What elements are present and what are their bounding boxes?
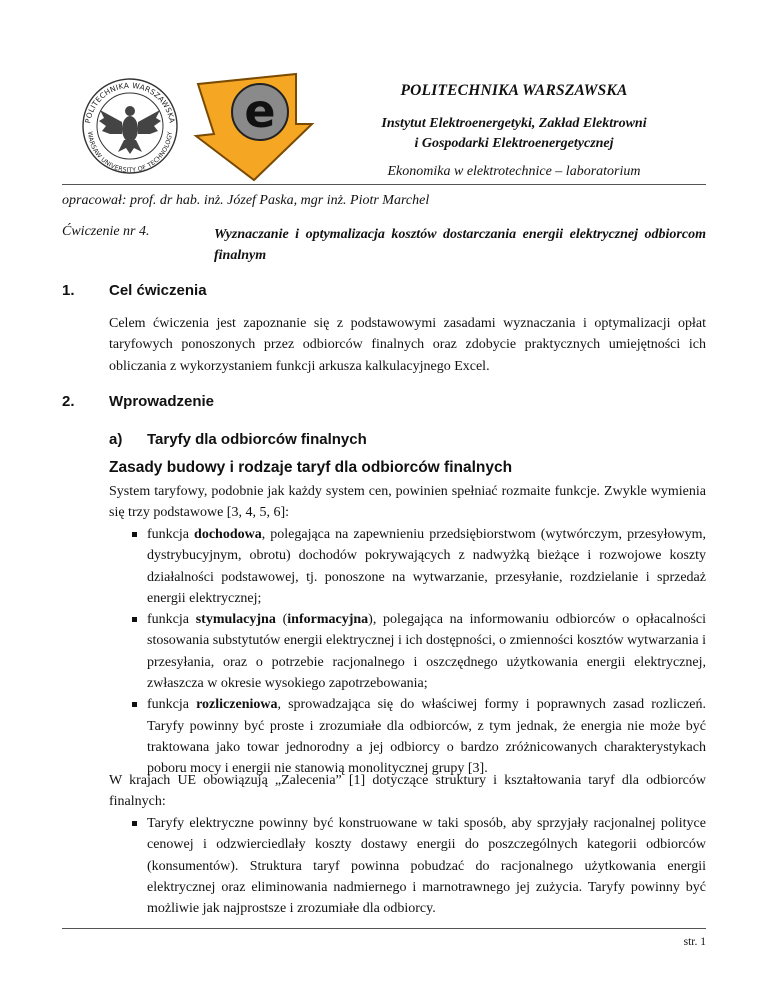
institute-name: Instytut Elektroenergetyki, Zakład Elektrowni i Gospodarki Elektroenergetycznej <box>381 116 647 151</box>
section-1-text: Celem ćwiczenia jest zapoznanie się z podstawowymi zasadami wyznaczania i optymalizacji opłat taryfowych ponoszonych przez odbiorców finalnych oraz zdobycie praktycznych umiejętności ich obliczania z wykorzystaniem funkcji arkusza kalkulacyjnego Excel. <box>109 316 706 374</box>
authors-line: opracował: prof. dr hab. inż. Józef Paska, mgr inż. Piotr Marchel <box>62 193 430 208</box>
section-2-intro: System taryfowy, podobnie jak każdy system cen, powinien spełniać rozmaite funkcje. Zwykle wymienia się trzy podstawowe [3, 4, 5, 6]: <box>109 484 706 521</box>
list-item: funkcja stymulacyjna (informacyjna), polegająca na informowaniu odbiorców o opłacalności stosowania substytutów energii elektrycznej i ich dostępności, o zmienności kosztów wytwarzania i przesyłania, oraz o potrzebie racjonalnego i oszczędnego użytkowania energii elektrycznej, zwłaszcza w okresie wysokiego zapotrzebowania; <box>109 609 706 694</box>
header-text-block <box>324 82 704 180</box>
list-item: funkcja rozliczeniowa, sprowadzająca się do właściwej formy i poprawnych zasad rozliczeń. Taryfy powinny być proste i zrozumiałe dla odbiorców, z tym jednak, że energia nie może być traktowana jako towar jednorodny a jej odbiorcy o bardzo zróżnicowanych charakterystykach poboru mocy i energii nie stanowią monolitycznej grupy [3]. <box>109 694 706 779</box>
exercise-label: Ćwiczenie nr 4. <box>62 224 150 239</box>
course-name: Ekonomika w elektrotechnice – laboratorium <box>387 164 641 179</box>
page-number: str. 1 <box>683 936 706 948</box>
document-header <box>62 70 706 180</box>
list-item: funkcja dochodowa, polegająca na zapewnieniu przedsiębiorstwom (wytwórczym, przesyłowym, dystrybucyjnym, obrotu) dochodów pokrywających z nadwyżką bieżące i rozwojowe koszty działalności podstawowej, tj. ponoszone na wytwarzanie, przesyłanie, rozdzielanie i sprzedaż energii elektrycznej; <box>109 524 706 609</box>
list-item: Taryfy elektryczne powinny być konstruowane w taki sposób, aby sprzyjały racjonalnej polityce cenowej i odzwierciedlały koszty dostawy energii do poszczególnych kategorii odbiorców (konsumentów). Struktura taryf powinna pobudzać do racjonalnego użytkowania energii elektrycznej oraz eliminowania nadmiernego i marnotrawnego jej zużycia. Taryfy powinny być możliwie jak najprostsze i zrozumiałe dla odbiorcy. <box>109 813 706 919</box>
eu-recommendations-text: W krajach UE obowiązują „Zalecenia” [1] dotyczące struktury i kształtowania taryf dla odbiorców finalnych: <box>109 773 706 810</box>
footer-divider <box>62 928 706 929</box>
subsubsection-heading: Zasady budowy i rodzaje taryf dla odbiorców finalnych <box>109 459 513 476</box>
svg-text:POLITECHNIKA WARSZAWSKA: POLITECHNIKA WARSZAWSKA <box>83 80 177 124</box>
header-divider <box>62 184 706 185</box>
eu-recommendations-list <box>109 813 706 919</box>
university-seal-icon <box>66 74 194 176</box>
svg-text:e: e <box>244 84 276 138</box>
svg-text:WARSAW UNIVERSITY OF TECHNOLOG: WARSAW UNIVERSITY OF TECHNOLOGY <box>85 131 175 175</box>
functions-list <box>109 524 706 780</box>
university-name: POLITECHNIKA WARSZAWSKA <box>400 82 628 99</box>
exercise-title: Wyznaczanie i optymalizacja kosztów dostarczania energii elektrycznej odbiorcom finalnym <box>214 227 706 263</box>
faculty-e-logo-icon <box>192 70 318 182</box>
